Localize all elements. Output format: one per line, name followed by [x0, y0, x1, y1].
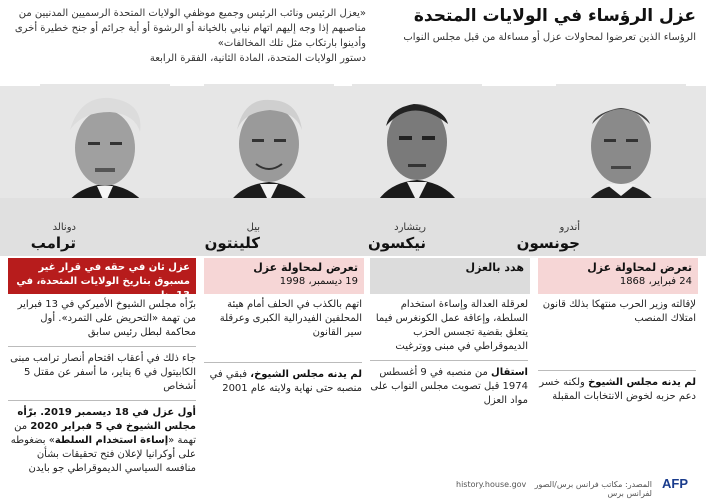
clinton-status-title: تعرض لمحاولة عزل [253, 261, 358, 274]
johnson-status-date: 24 فبراير، 1868 [619, 276, 692, 287]
johnson-verdict [538, 376, 696, 404]
nixon-last-name: نيكسون [368, 234, 426, 252]
trump-status-box [8, 258, 196, 301]
nixon-verdict-rest: من منصبه في 9 أغسطس 1974 قبل تصويت مجلس النواب على مواد العزل [370, 367, 528, 406]
quote-text: «يعزل الرئيس ونائب الرئيس وجميع موظفي الولايات المتحدة الرسميين المدنيين من مناصبهم إذا وجه إليهم اتهام نيابي بالخيانة أو الرشوة أو أية جرائم أو جنح خطيرة أخرى وأدينوا بارتكاب مثل تلك المخالفات» [14, 8, 366, 49]
johnson-desc: لإقالته وزير الحرب منتهكا بذلك قانون امتلاك المنصب [542, 299, 696, 324]
johnson-status-title: تعرض لمحاولة عزل [587, 261, 692, 274]
trump-first-rest: » بضغوطه على أوكرانيا لإعلان فتح تحقيقات بشأن منافسه السياسي الديموقراطي جو بايدن [10, 435, 196, 474]
trump-first-name: دونالد [52, 222, 76, 233]
page-subtitle: الرؤساء الذين تعرضوا لمحاولات عزل أو مساءلة من قبل مجلس النواب [403, 32, 696, 43]
clinton-details [204, 298, 362, 396]
trump-capitol: جاء ذلك في أعقاب اقتحام أنصار ترامب مبنى الكابيتول في 6 يناير، ما أسفر عن مقتل 5 أشخاص [10, 353, 196, 392]
clinton-last-name: كلينتون [204, 234, 260, 252]
footer-url: history.house.gov [456, 480, 527, 489]
quote-source: دستور الولايات المتحدة، المادة الثانية، الفقرة الرابعة [149, 53, 366, 64]
clinton-divider [204, 362, 362, 363]
nixon-verdict-bold: استقال [491, 367, 528, 378]
johnson-divider [538, 370, 696, 371]
clinton-name [190, 222, 260, 252]
clinton-first-name: بيل [246, 222, 260, 233]
constitution-quote [8, 6, 366, 66]
nixon-status-title: هدد بالعزل [465, 261, 524, 274]
trump-first-impeachment [8, 406, 196, 476]
johnson-details [538, 298, 696, 404]
nixon-name [356, 222, 426, 252]
nixon-status-box [370, 258, 530, 294]
trump-details [8, 298, 196, 476]
clinton-status-date: 19 ديسمبر، 1998 [279, 276, 358, 287]
trump-acquittal: برّأه مجلس الشيوخ الأميركي في 13 فبراير من تهمة «التحريض على التمرد». أول محاكمة لبطل رئيس سابق [17, 299, 196, 338]
nixon-first-name: ريتشارد [394, 222, 426, 233]
johnson-verdict-rest: ولكنه خسر دعم حزبه لخوض الانتخابات المقبلة [539, 377, 696, 402]
trump-first-bold2: إساءة استخدام السلطة [54, 435, 169, 446]
nixon-desc: لعرقلة العدالة وإساءة استخدام السلطة، وإعاقة عمل الكونغرس فيما يتعلق بقضية تجسس الحزب الديموقراطي في مبنى ووترغيت [375, 299, 528, 352]
johnson-name [516, 222, 580, 252]
nixon-divider [370, 360, 528, 361]
johnson-verdict-bold: لم يدنه مجلس الشيوخ [588, 377, 696, 388]
page-title: عزل الرؤساء في الولايات المتحدة [413, 6, 696, 26]
clinton-desc: اتهم بالكذب في الحلف أمام هيئة المحلفين الفيدرالية الكبرى وعرقلة سير القانون [219, 299, 362, 338]
johnson-first-name: أندرو [559, 222, 580, 233]
name-strip [0, 198, 706, 256]
clinton-verdict [204, 368, 362, 396]
afp-logo [662, 476, 698, 492]
clinton-verdict-bold: لم يدنه مجلس الشيوخ، [250, 369, 362, 380]
johnson-last-name: جونسون [516, 234, 580, 252]
trump-last-name: ترامب [30, 234, 76, 252]
trump-status-title: عزل ثان في حقه في قرار غير مسبوق بتاريخ الولايات المتحدة، في 13 يناير [16, 262, 190, 301]
trump-name [6, 222, 76, 252]
johnson-status-box [538, 258, 698, 294]
clinton-verdict-rest: فبقي في منصبه حتى نهاية ولايته عام 2001 [209, 369, 362, 394]
footer-source: المصدر: مكاتب فرانس برس/الصور لفرانس برس [534, 480, 652, 498]
trump-divider-2 [8, 400, 196, 401]
trump-first-mid: من تهمة « [14, 421, 196, 446]
clinton-status-box [204, 258, 364, 294]
nixon-verdict [370, 366, 528, 408]
afp-logo-text: AFP [662, 476, 688, 491]
nixon-details [370, 298, 528, 408]
trump-divider-1 [8, 346, 196, 347]
trump-first-bold: أول عزل في 18 ديسمبر 2019. برّأه مجلس الشيوخ في 5 فبراير 2020 [17, 407, 196, 432]
